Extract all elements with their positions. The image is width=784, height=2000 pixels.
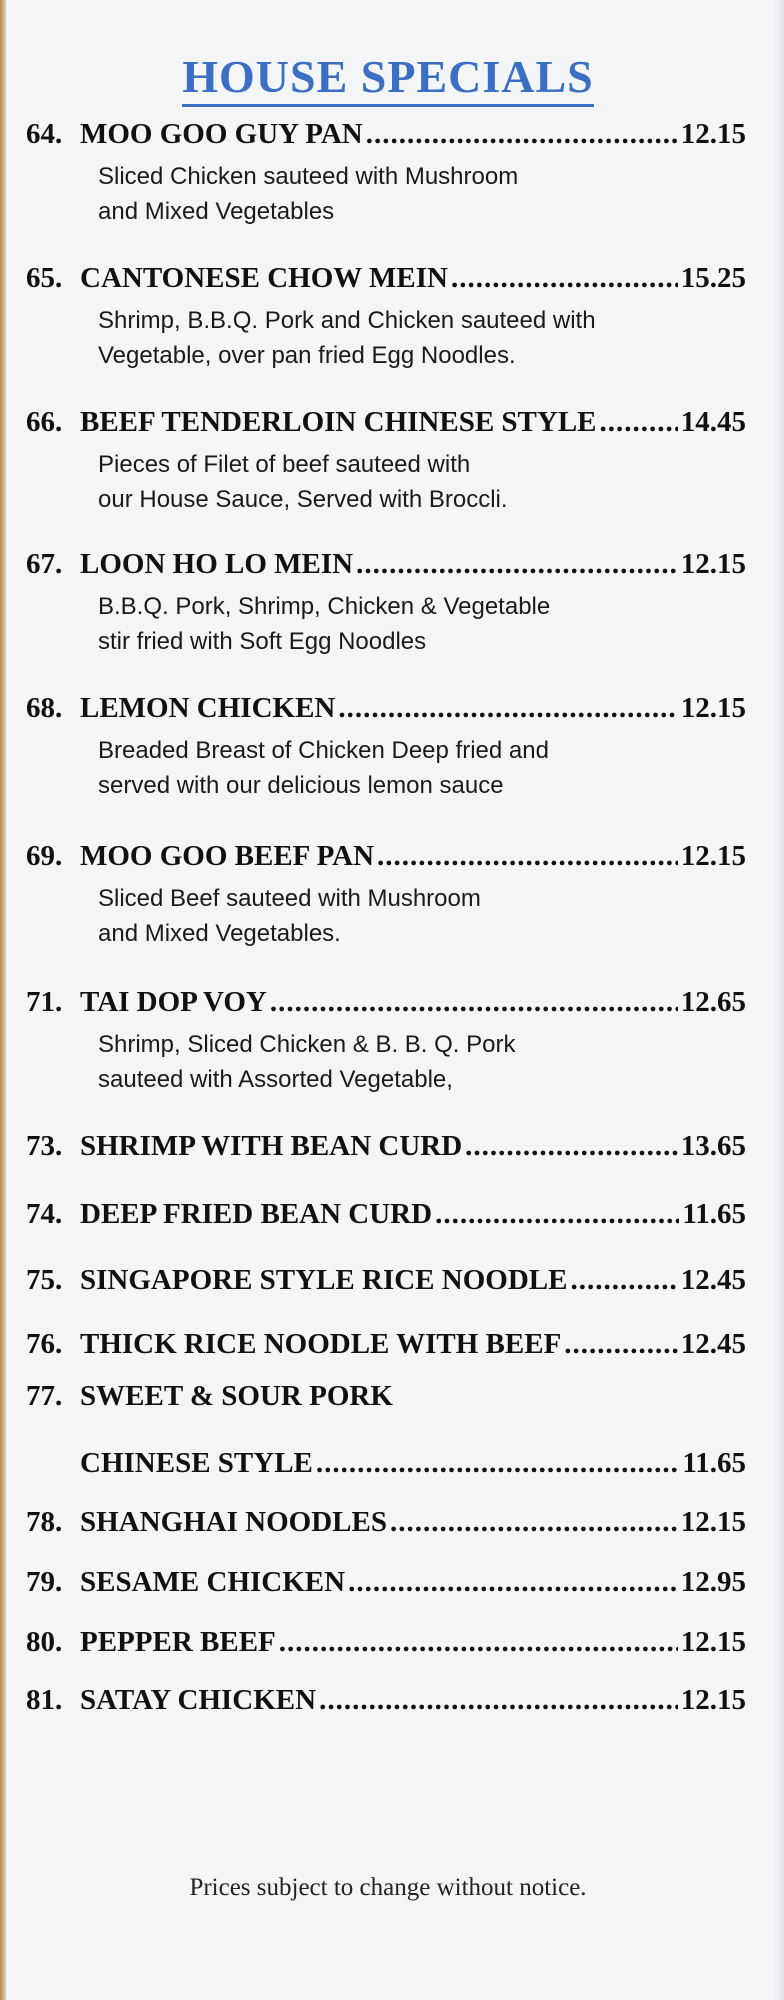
menu-item-heading: [26, 1130, 746, 1163]
item-number: 81.: [26, 1684, 63, 1716]
menu-item-77: [26, 1380, 746, 1480]
item-name: TAI DOP VOY: [80, 986, 267, 1018]
item-name: PEPPER BEEF: [80, 1626, 276, 1658]
menu-item-heading: [26, 1684, 746, 1717]
item-name: SHANGHAI NOODLES: [80, 1506, 387, 1538]
menu-item-78: [26, 1506, 746, 1539]
menu-item-heading: [26, 1566, 746, 1599]
item-description: [98, 303, 746, 373]
item-description-line: Shrimp, Sliced Chicken & B. B. Q. Pork: [98, 1031, 516, 1058]
item-description-line: Sliced Beef sauteed with Mushroom: [98, 885, 481, 912]
item-price: 12.15: [680, 692, 746, 724]
dot-leader: [465, 1130, 678, 1163]
item-number: 69.: [26, 840, 63, 872]
item-number: 67.: [26, 548, 63, 580]
menu-item-67: [26, 548, 746, 659]
item-description-line: Breaded Breast of Chicken Deep fried and: [98, 737, 549, 764]
item-name: BEEF TENDERLOIN CHINESE STYLE: [80, 406, 597, 438]
menu-item-65: [26, 262, 746, 373]
item-description-line: and Mixed Vegetables: [98, 198, 335, 225]
menu-item-heading: [26, 692, 746, 725]
item-name: SWEET & SOUR PORK: [80, 1380, 393, 1412]
dot-leader: [316, 1447, 679, 1480]
menu-item-heading: [26, 548, 746, 581]
menu-item-heading: [26, 1198, 746, 1231]
item-description: [98, 159, 746, 229]
dot-leader: [564, 1328, 677, 1361]
menu-item-heading: [26, 118, 746, 151]
dot-leader: [390, 1506, 678, 1539]
menu-item-heading: [26, 1264, 746, 1297]
dot-leader: [600, 406, 678, 439]
item-description: [98, 1027, 746, 1097]
item-price: 13.65: [680, 1130, 746, 1162]
item-number: 71.: [26, 986, 63, 1018]
menu-item-79: [26, 1566, 746, 1599]
item-name: MOO GOO BEEF PAN: [80, 840, 375, 872]
dot-leader: [570, 1264, 677, 1297]
price-disclaimer: Prices subject to change without notice.: [189, 1874, 587, 1901]
item-number: 64.: [26, 118, 63, 150]
item-name: SINGAPORE STYLE RICE NOODLE: [80, 1264, 568, 1296]
item-description-line: sauteed with Assorted Vegetable,: [98, 1066, 453, 1093]
menu-left-edge: [0, 0, 6, 2000]
item-description-line: stir fried with Soft Egg Noodles: [98, 628, 427, 655]
item-price: 12.65: [680, 986, 746, 1018]
dot-leader: [270, 986, 678, 1019]
item-description-line: B.B.Q. Pork, Shrimp, Chicken & Vegetable: [98, 593, 551, 620]
item-description-line: Sliced Chicken sauteed with Mushroom: [98, 163, 519, 190]
item-description-line: served with our delicious lemon sauce: [98, 772, 504, 799]
menu-item-71: [26, 986, 746, 1097]
dot-leader: [451, 262, 678, 295]
menu-item-80: [26, 1626, 746, 1659]
menu-item-heading: [26, 1626, 746, 1659]
menu-item-69: [26, 840, 746, 951]
item-name: CANTONESE CHOW MEIN: [80, 262, 448, 294]
item-name: LOON HO LO MEIN: [80, 548, 354, 580]
dot-leader: [435, 1198, 679, 1231]
menu-item-66: [26, 406, 746, 517]
item-description: [98, 733, 746, 803]
menu-page: [26, 0, 750, 2000]
menu-item-74: [26, 1198, 746, 1231]
menu-item-heading: [26, 1328, 746, 1361]
item-number: 65.: [26, 262, 63, 294]
dot-leader: [348, 1566, 678, 1599]
item-name: DEEP FRIED BEAN CURD: [80, 1198, 433, 1230]
item-price: 12.15: [680, 1626, 746, 1658]
menu-item-73: [26, 1130, 746, 1163]
menu-item-75: [26, 1264, 746, 1297]
item-description: [98, 589, 746, 659]
item-name: SHRIMP WITH BEAN CURD: [80, 1130, 463, 1162]
item-name: THICK RICE NOODLE WITH BEEF: [80, 1328, 562, 1360]
item-price: 12.15: [680, 1506, 746, 1538]
item-price: 12.45: [680, 1328, 746, 1360]
item-number: 80.: [26, 1626, 63, 1658]
item-number: 74.: [26, 1198, 63, 1230]
item-number: 75.: [26, 1264, 63, 1296]
dot-leader: [279, 1626, 678, 1659]
dot-leader: [366, 118, 678, 151]
menu-right-edge: [774, 0, 784, 2000]
item-price: 12.45: [680, 1264, 746, 1296]
menu-item-81: [26, 1684, 746, 1717]
menu-item-heading: [26, 1506, 746, 1539]
item-price: 11.65: [682, 1198, 746, 1230]
item-price: 12.15: [680, 1684, 746, 1716]
item-description: [98, 447, 746, 517]
item-price: 12.15: [680, 548, 746, 580]
item-number: 77.: [26, 1380, 63, 1412]
item-number: 78.: [26, 1506, 63, 1538]
menu-item-heading: [26, 986, 746, 1019]
dot-leader: [338, 692, 677, 725]
item-number: 76.: [26, 1328, 63, 1360]
menu-item-76: [26, 1328, 746, 1361]
item-price: 12.95: [680, 1566, 746, 1598]
item-description: [98, 881, 746, 951]
item-description-line: Vegetable, over pan fried Egg Noodles.: [98, 342, 516, 369]
menu-item-heading: [26, 406, 746, 439]
menu-item-64: [26, 118, 746, 229]
item-number: 66.: [26, 406, 63, 438]
dot-leader: [377, 840, 678, 873]
item-name-continued: CHINESE STYLE: [80, 1447, 313, 1479]
item-name: SESAME CHICKEN: [80, 1566, 346, 1598]
menu-item-heading-continued: [26, 1447, 746, 1480]
item-number: 73.: [26, 1130, 63, 1162]
item-description-line: Pieces of Filet of beef sauteed with: [98, 451, 471, 478]
item-price: 11.65: [682, 1447, 746, 1479]
item-price: 12.15: [680, 118, 746, 150]
item-name: MOO GOO GUY PAN: [80, 118, 363, 150]
item-number: 79.: [26, 1566, 63, 1598]
item-description-line: and Mixed Vegetables.: [98, 920, 341, 947]
menu-item-68: [26, 692, 746, 803]
item-price: 15.25: [680, 262, 746, 294]
dot-leader: [356, 548, 678, 581]
item-description-line: Shrimp, B.B.Q. Pork and Chicken sauteed with: [98, 307, 596, 334]
dot-leader: [319, 1684, 678, 1717]
item-number: 68.: [26, 692, 63, 724]
menu-item-heading: [26, 262, 746, 295]
section-title: HOUSE SPECIALS: [26, 50, 750, 103]
item-description-line: our House Sauce, Served with Broccli.: [98, 486, 508, 513]
menu-item-heading: [26, 840, 746, 873]
item-name: SATAY CHICKEN: [80, 1684, 317, 1716]
item-price: 12.15: [680, 840, 746, 872]
menu-item-heading: [26, 1380, 746, 1413]
item-price: 14.45: [680, 406, 746, 438]
item-name: LEMON CHICKEN: [80, 692, 336, 724]
